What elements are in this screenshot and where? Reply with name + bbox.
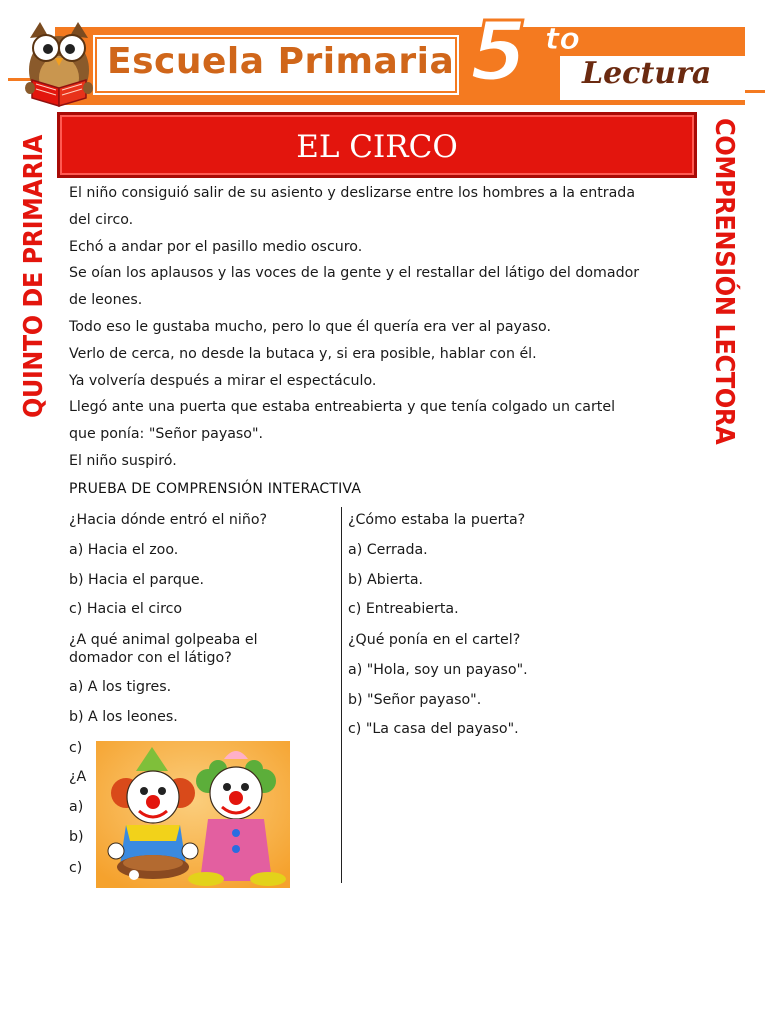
side-label-left: QUINTO DE PRIMARIA (19, 135, 49, 419)
quiz-question: ¿Qué ponía en el cartel? (348, 632, 521, 648)
story-line: Ya volvería después a mirar el espectáculo. (69, 372, 377, 389)
quiz-question: ¿Cómo estaba la puerta? (348, 512, 526, 528)
clowns-illustration-icon (96, 741, 290, 888)
quiz-option: b) A los leones. (69, 709, 178, 725)
story-text (69, 180, 699, 475)
quiz-option: b) (69, 829, 84, 845)
quiz-heading: PRUEBA DE COMPRENSIÓN INTERACTIVA (69, 481, 362, 497)
quiz-question: ¿A (69, 769, 87, 785)
quiz-option: a) Hacia el zoo. (69, 542, 179, 558)
grade-number: 5 (470, 5, 528, 100)
quiz-option: b) Abierta. (348, 572, 424, 588)
story-line: Se oían los aplausos y las voces de la gente y el restallar del látigo del domador (69, 265, 640, 282)
quiz-option: b) "Señor payaso". (348, 692, 482, 708)
subject-box (560, 56, 745, 100)
column-divider (341, 507, 342, 883)
story-line: de leones. (69, 292, 143, 309)
header-rule-right (745, 90, 765, 93)
title-banner (57, 112, 697, 178)
quiz-option: c) Hacia el circo (69, 601, 183, 617)
story-line: que ponía: "Señor payaso". (69, 426, 264, 443)
quiz-option: c) Entreabierta. (348, 601, 459, 617)
quiz-option: a) "Hola, soy un payaso". (348, 662, 528, 678)
story-line: Echó a andar por el pasillo medio oscuro. (69, 238, 363, 255)
grade-suffix: to (545, 22, 580, 57)
story-line: Todo eso le gustaba mucho, pero lo que él quería era ver al payaso. (69, 318, 551, 335)
owl-logo-icon (18, 18, 100, 110)
story-line: Verlo de cerca, no desde la butaca y, si era posible, hablar con él. (69, 345, 537, 362)
quiz-option: a) A los tigres. (69, 679, 172, 695)
story-line: El niño suspiró. (69, 452, 177, 469)
quiz-question: domador con el látigo? (69, 650, 232, 666)
school-name-box (95, 37, 457, 93)
story-line: del circo. (69, 211, 134, 228)
quiz-option: b) Hacia el parque. (69, 572, 205, 588)
page-title: EL CIRCO (296, 129, 458, 165)
quiz-option: a) Cerrada. (348, 542, 428, 558)
quiz-option: c) (69, 740, 83, 756)
quiz-question: ¿A qué animal golpeaba el (69, 632, 258, 648)
school-name: Escuela Primaria (107, 41, 455, 82)
quiz-question: ¿Hacia dónde entró el niño? (69, 512, 268, 528)
subject-label: Lectura (582, 56, 712, 91)
story-line: El niño consiguió salir de su asiento y deslizarse entre los hombres a la entrada (69, 185, 636, 201)
story-line: Llegó ante una puerta que estaba entreabierta y que tenía colgado un cartel (69, 399, 616, 416)
quiz-option: a) (69, 799, 84, 815)
quiz-option: c) "La casa del payaso". (348, 721, 519, 737)
side-label-right: COMPRENSIÓN LECTORA (709, 118, 739, 445)
quiz-option: c) (69, 860, 83, 876)
